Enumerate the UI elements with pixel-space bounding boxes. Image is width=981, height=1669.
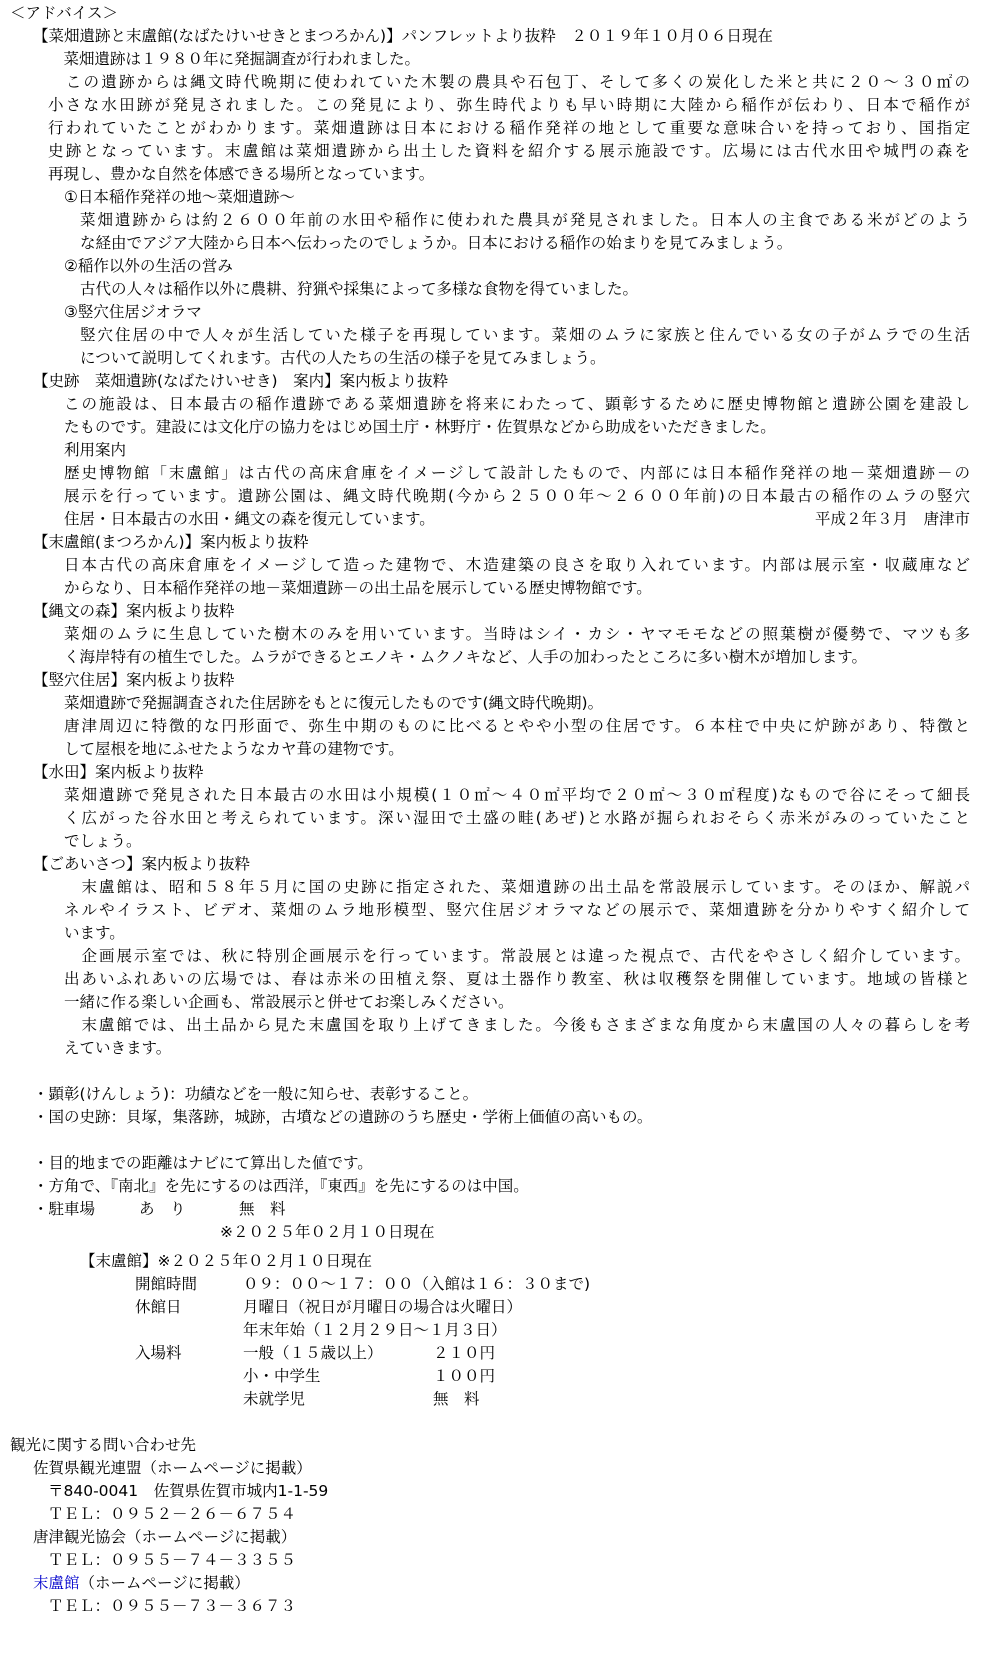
matsurokan-line-1: 日本古代の高床倉庫をイメージして造った建物で、木造建築の良さを取り入れています。内部は展示室・収蔵庫など — [64, 556, 970, 574]
jomon-line-2: く海岸特有の植生でした。ムラができるとエノキ・ムクノキなど、人手の加わったところに多い樹木が増加します。 — [64, 648, 868, 666]
contact-saga-address: 〒840-0041 佐賀県佐賀市城内1-1-59 — [48, 1482, 329, 1500]
contact-karatsu-name: 唐津観光協会（ホームページに掲載） — [33, 1528, 297, 1546]
aisatsu-heading: 【ごあいさつ】案内板より抜粋 — [33, 855, 251, 873]
contact-saga-name: 佐賀県観光連盟（ホームページに掲載） — [33, 1459, 312, 1477]
pamphlet-sub2-title: ②稲作以外の生活の営み — [64, 257, 233, 275]
fee-row-preschool — [243, 1388, 480, 1410]
fee-category: 一般（１５歳以上） — [243, 1344, 383, 1362]
pamphlet-heading: 【菜畑遺跡と末盧館(なばたけいせきとまつろかん)】パンフレットより抜粋 ２０１９年１０月０６日現在 — [33, 27, 773, 45]
parking-availability: あ り — [139, 1200, 186, 1218]
fee-price: １００円 — [433, 1367, 496, 1385]
suiden-line-3: でしょう。 — [64, 832, 142, 850]
fee-row-student — [243, 1365, 495, 1387]
info-closed-value-1: 月曜日（祝日が月曜日の場合は火曜日） — [243, 1298, 523, 1316]
pamphlet-line-2: この遺跡からは縄文時代晩期に使われていた木製の農具や石包丁、そして多くの炭化した米と共に２０～３０㎡の — [48, 73, 970, 91]
parking-row — [33, 1198, 286, 1220]
aisatsu-line-7: 末盧館では、出土品から見た末盧国を取り上げてきました。今後もさまざまな角度から末盧国の人々の暮らしを考 — [64, 1016, 970, 1034]
jomon-line-1: 菜畑のムラに生息していた樹木のみを用いています。当時はシイ・カシ・ヤマモモなどの照葉樹が優勢で、マツも多 — [64, 625, 970, 643]
info-closed-label: 休館日 — [135, 1298, 182, 1316]
shiseki-signature: 平成２年３月 唐津市 — [814, 510, 970, 528]
parking-as-of: ※２０２５年０２月１０日現在 — [220, 1223, 435, 1241]
suiden-line-1: 菜畑遺跡で発見された日本最古の水田は小規模(１０㎡～４０㎡平均で２０㎡～３０㎡程度)なもので谷にそって細長 — [64, 786, 970, 804]
matsurokan-heading: 【末盧館(まつろかん)】案内板より抜粋 — [33, 533, 309, 551]
fee-row-general — [243, 1342, 495, 1364]
info-fee-label: 入場料 — [135, 1344, 182, 1362]
suiden-line-2: く広がった谷水田と考えられています。深い湿田で土盛の畦(あぜ)と水路が掘られおそらく赤米がみのっていたこと — [64, 809, 970, 827]
tateana-heading: 【竪穴住居】案内板より抜粋 — [33, 671, 235, 689]
contact-matsurokan-row — [33, 1572, 250, 1594]
pamphlet-sub1-line-2: な経由でアジア大陸から日本へ伝わったのでしょうか。日本における稲作の始まりを見てみましょう。 — [80, 234, 793, 252]
pamphlet-sub1-line-1: 菜畑遺跡からは約２６００年前の水田や稲作に使われた農具が発見されました。日本人の主食である米がどのよう — [80, 211, 970, 229]
suiden-heading: 【水田】案内板より抜粋 — [33, 763, 204, 781]
pamphlet-line-6: 再現し、豊かな自然を体感できる場所となっています。 — [48, 165, 435, 183]
info-closed-value-2: 年末年始（１２月２９日～１月３日） — [243, 1321, 507, 1339]
note-distance: ・目的地までの距離はナビにて算出した値です。 — [33, 1154, 373, 1172]
pamphlet-line-5: 史跡となっています。末盧館は菜畑遺跡から出土した資料を紹介する展示施設です。広場には古代水田や城門の森を — [48, 142, 970, 160]
note-direction: ・方角で、『南北』を先にするのは西洋，『東西』を先にするのは中国。 — [33, 1177, 529, 1195]
aisatsu-line-6: 一緒に作る楽しい企画も、常設展示と併せてお楽しみください。 — [64, 993, 514, 1011]
shiseki-line-4: 歴史博物館「末盧館」は古代の高床倉庫をイメージして設計したもので、内部には日本稲作発祥の地－菜畑遺跡－の — [64, 464, 970, 482]
pamphlet-line-1: 菜畑遺跡は１９８０年に発掘調査が行われました。 — [48, 50, 421, 68]
contact-saga-tel: ＴＥＬ：０９５２－２６－６７５４ — [48, 1505, 297, 1523]
aisatsu-line-2: ネルやイラスト、ビデオ、菜畑のムラ地形模型、竪穴住居ジオラマなどの展示で、菜畑遺跡を分かりやすく紹介して — [64, 901, 970, 919]
parking-label: ・駐車場 — [33, 1200, 96, 1218]
aisatsu-line-4: 企画展示室では、秋に特別企画展示を行っています。常設展とは違った視点で、古代をやさしく紹介しています。 — [64, 947, 970, 965]
shiseki-line-2: たものです。建設には文化庁の協力をはじめ国土庁・林野庁・佐賀県などから助成をいただきました。 — [64, 418, 776, 436]
fee-price: ２１０円 — [433, 1344, 496, 1362]
tateana-line-3: して屋根を地にふせたようなカヤ葺の建物です。 — [64, 740, 404, 758]
info-hours-value: ０９：００～１７：００（入館は１６：３０まで) — [243, 1275, 591, 1293]
shiseki-line-1: この施設は、日本最古の稲作遺跡である菜畑遺跡を将来にわたって、顕彰するために歴史博物館と遺跡公園を建設し — [64, 395, 970, 413]
contacts-heading: 観光に関する問い合わせ先 — [10, 1436, 197, 1454]
pamphlet-sub2-line-1: 古代の人々は稲作以外に農耕、狩猟や採集によって多様な食物を得ていました。 — [80, 280, 639, 298]
pamphlet-line-3: 小さな水田跡が発見されました。この発見により、弥生時代よりも早い時期に大陸から稲作が伝わり、日本で稲作が — [48, 96, 970, 114]
aisatsu-line-3: います。 — [64, 924, 125, 942]
tateana-line-2: 唐津周辺に特徴的な円形面で、弥生中期のものに比べるとやや小型の住居です。６本柱で中央に炉跡があり、特徴と — [64, 717, 970, 735]
fee-category: 未就学児 — [243, 1390, 306, 1408]
parking-fee: 無 料 — [239, 1200, 286, 1218]
fee-price: 無 料 — [433, 1390, 480, 1408]
shiseki-heading: 【史跡 菜畑遺跡(なばたけいせき) 案内】案内板より抜粋 — [33, 372, 449, 390]
shiseki-line-6: 住居・日本最古の水田・縄文の森を復元しています。 — [64, 510, 435, 528]
pamphlet-sub3-line-2: について説明してくれます。古代の人たちの生活の様子を見てみましょう。 — [80, 349, 606, 367]
shiseki-usage-label: 利用案内 — [64, 441, 127, 459]
shiseki-line-5: 展示を行っています。遺跡公園は、縄文時代晩期(今から２５００年～２６００年前)の日本最古の稲作のムラの竪穴 — [64, 487, 970, 505]
aisatsu-line-8: えていきます。 — [64, 1039, 172, 1057]
pamphlet-line-4: 行われていたことがわかります。菜畑遺跡は日本における稲作発祥の地として重要な意味合いを持っており、国指定 — [48, 119, 970, 137]
pamphlet-sub3-title: ③竪穴住居ジオラマ — [64, 303, 202, 321]
fee-category: 小・中学生 — [243, 1367, 321, 1385]
advice-header: ＜アドバイス＞ — [10, 4, 119, 22]
glossary-shiseki: ・国の史跡：貝塚，集落跡，城跡，古墳などの遺跡のうち歴史・学術上価値の高いもの。 — [33, 1108, 653, 1126]
pamphlet-sub3-line-1: 竪穴住居の中で人々が生活していた様子を再現しています。菜畑のムラに家族と住んでいる女の子がムラでの生活 — [80, 326, 970, 344]
tateana-line-1: 菜畑遺跡で発掘調査された住居跡をもとに復元したものです(縄文時代晩期)。 — [64, 694, 604, 712]
info-heading: 【末盧館】※２０２５年０２月１０日現在 — [80, 1252, 372, 1270]
info-hours-label: 開館時間 — [135, 1275, 198, 1293]
matsurokan-homepage-note: （ホームページに掲載） — [79, 1574, 250, 1592]
pamphlet-sub1-title: ①日本稲作発祥の地～菜畑遺跡～ — [64, 188, 295, 206]
matsurokan-line-2: からなり、日本稲作発祥の地－菜畑遺跡－の出土品を展示している歴史博物館です。 — [64, 579, 652, 597]
matsurokan-homepage-link[interactable]: 末盧館 — [33, 1574, 80, 1592]
aisatsu-line-5: 出あいふれあいの広場では、春は赤米の田植え祭、夏は土器作り教室、秋は収穫祭を開催しています。地域の皆様と — [64, 970, 970, 988]
contact-karatsu-tel: ＴＥＬ：０９５５－７４－３３５５ — [48, 1551, 297, 1569]
aisatsu-line-1: 末盧館は、昭和５８年５月に国の史跡に指定された、菜畑遺跡の出土品を常設展示しています。そのほか、解説パ — [64, 878, 970, 896]
glossary-kensho: ・顕彰(けんしょう)：功績などを一般に知らせ、表彰すること。 — [33, 1085, 479, 1103]
contact-matsurokan-tel: ＴＥＬ：０９５５－７３－３６７３ — [48, 1597, 297, 1615]
jomon-heading: 【縄文の森】案内板より抜粋 — [33, 602, 235, 620]
